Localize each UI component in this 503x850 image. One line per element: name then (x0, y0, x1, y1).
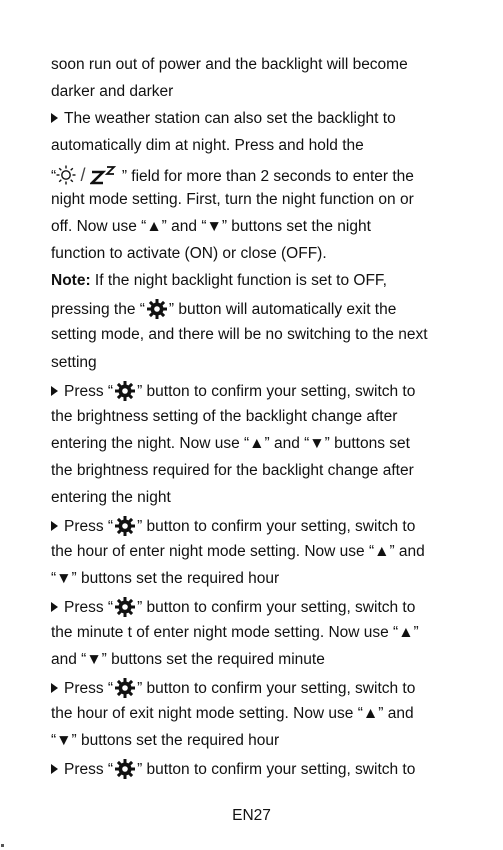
line-text: ” button to confirm your setting, switch to (137, 598, 416, 616)
line-text: night mode setting. First, turn the night function on or (51, 191, 414, 209)
text-line (51, 217, 459, 244)
line-text: the brightness required for the backlight change after (51, 461, 414, 479)
bullet-line (51, 758, 459, 785)
text-line (51, 650, 459, 677)
line-text: pressing the “ (51, 301, 145, 319)
line-text: The weather station can also set the backlight to (64, 110, 396, 128)
text-line (51, 623, 459, 650)
text-line (51, 434, 459, 461)
text-line (51, 569, 459, 596)
line-text: ” button to confirm your setting, switch to (137, 680, 416, 698)
line-text: soon run out of power and the backlight will become (51, 56, 408, 73)
text-line (51, 136, 459, 163)
text-line (51, 461, 459, 488)
line-text: “▼” buttons set the required hour (51, 569, 280, 587)
bullet-line (51, 109, 459, 136)
sleep-zz-icon (90, 163, 122, 185)
right-triangle-bullet-icon (51, 683, 58, 693)
gear-icon (146, 298, 168, 320)
line-text: darker and darker (51, 83, 174, 101)
line-text: Press “ (64, 517, 114, 535)
text-line (51, 325, 459, 352)
right-triangle-bullet-icon (51, 764, 58, 774)
line-text: automatically dim at night. Press and hold the (51, 137, 364, 155)
gear-icon (114, 380, 136, 402)
text-line (51, 542, 459, 569)
line-text: entering the night. Now use “▲” and “▼” buttons set (51, 434, 410, 452)
line-text: the hour of enter night mode setting. Now use “▲” and (51, 542, 425, 560)
line-text: ” button to confirm your setting, switch to (137, 761, 416, 779)
text-line (51, 704, 459, 731)
line-text: Press “ (64, 680, 114, 698)
text-line (51, 190, 459, 217)
text-line (51, 488, 459, 515)
bullet-line (51, 380, 459, 407)
line-text: entering the night (51, 488, 171, 506)
bullet-line (51, 515, 459, 542)
gear-icon (114, 758, 136, 780)
note-line (51, 271, 459, 298)
line-text: Press “ (64, 598, 114, 616)
line-text: setting mode, and there will be no switching to the next (51, 326, 428, 344)
line-text: and “▼” buttons set the required minute (51, 651, 325, 669)
text-line (51, 55, 459, 82)
text-line (51, 82, 459, 109)
manual-page (51, 55, 459, 785)
line-text: ” button will automatically exit the (168, 301, 397, 319)
line-text: the brightness setting of the backlight change after (51, 407, 398, 425)
text-line (51, 407, 459, 434)
line-text: Press “ (64, 382, 114, 400)
text-line (51, 298, 459, 325)
right-triangle-bullet-icon (51, 602, 58, 612)
right-triangle-bullet-icon (51, 521, 58, 531)
sun-icon (56, 165, 76, 185)
text-line (51, 731, 459, 758)
text-line (51, 163, 459, 190)
note-label: Note: (51, 272, 91, 290)
right-triangle-bullet-icon (51, 386, 58, 396)
line-text: setting (51, 353, 97, 371)
page-number: EN27 (232, 807, 271, 824)
line-text: If the night backlight function is set to OFF, (90, 272, 387, 290)
line-text: off. Now use “▲” and “▼” buttons set the night (51, 218, 371, 236)
line-text: “ (51, 168, 57, 186)
gear-icon (114, 515, 136, 537)
right-triangle-bullet-icon (51, 113, 58, 123)
bullet-line (51, 677, 459, 704)
gear-icon (114, 677, 136, 699)
line-text: ” button to confirm your setting, switch to (137, 517, 416, 535)
line-text: “▼” buttons set the required hour (51, 732, 280, 750)
text-line (51, 353, 459, 380)
line-text: Press “ (64, 761, 114, 779)
slash-separator: / (80, 165, 86, 186)
text-line (51, 244, 459, 271)
line-text: the hour of exit night mode setting. Now use “▲” and (51, 705, 414, 723)
corner-mark (1, 844, 4, 847)
gear-icon (114, 596, 136, 618)
line-text: the minute t of enter night mode setting. Now use “▲” (51, 623, 419, 641)
line-text: ” field for more than 2 seconds to enter the (121, 168, 414, 186)
line-text: ” button to confirm your setting, switch to (137, 382, 416, 400)
line-text: function to activate (ON) or close (OFF). (51, 245, 327, 263)
bullet-line (51, 596, 459, 623)
